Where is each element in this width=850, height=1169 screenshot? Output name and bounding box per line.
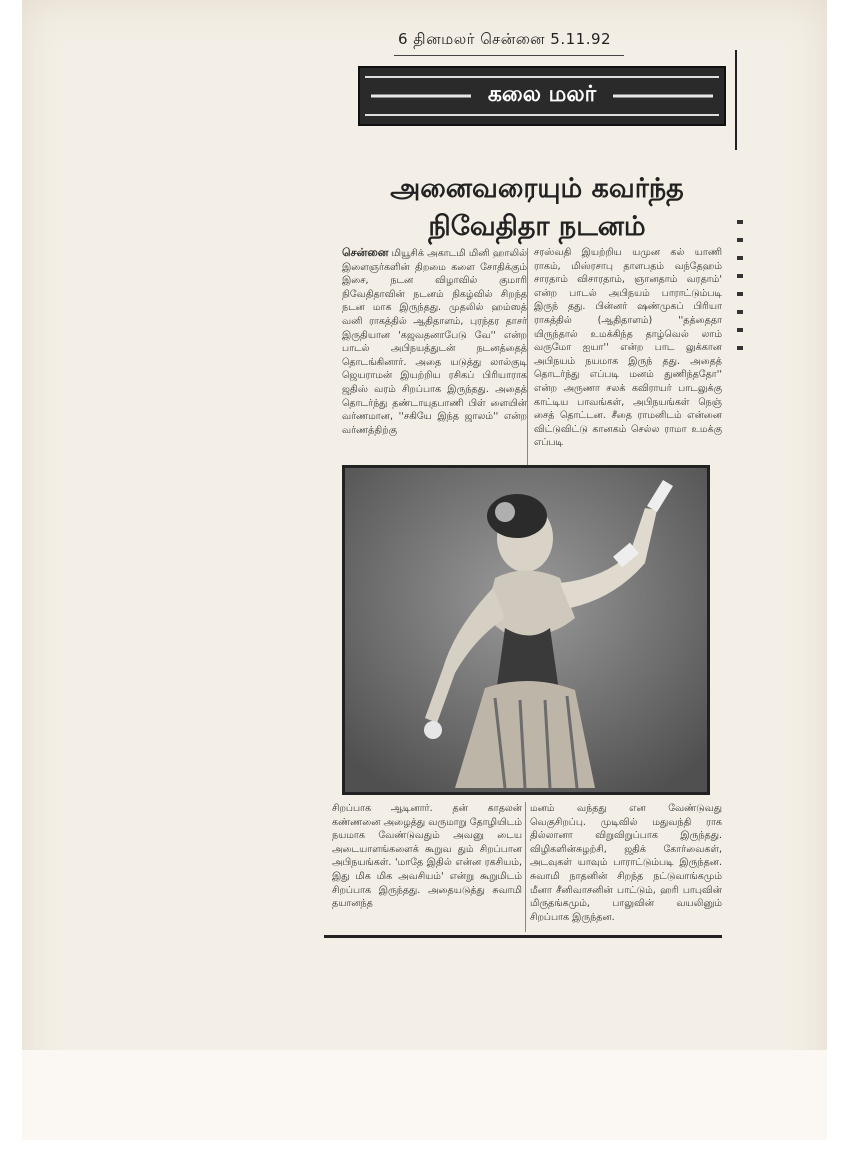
article-column-1: [342, 246, 527, 476]
bottom-rule: [324, 935, 722, 938]
article-column-3: சிறப்பாக ஆடினார். தன் காதலன் கண்ணனை அழைத்து வருமாறு தோழியிடம் நயமாக வேண்டுவதும் அவனு டைய அடையாளங்களைக் கூறுவ தும் சிறப்பான அபிநயங்கள். 'மாதே இதில் என்ன ரகசியம், இது மிக மிக அவசியம்' என்று கூறுமிடம் சிறப்பாக இருந்தது. அதையடுத்து சுவாமி தயானந்த: [332, 803, 522, 910]
article-column-4: மனம் வந்தது என வேண்டுவது வெகுசிறப்பு. முடிவில் மதுவந்தி ராக தில்லானா விறுவிறுப்பாக இருந்தது. விழிகளின்சுழற்சி, ஜதிக் கோர்வைகள், அடவுகள் யாவும் பாராட்டும்படி இருந்தன. சுவாமி நாதனின் சிறந்த நட்டுவாங்கமும் மீனா சீனிவாசனின் பாட்டும், ஹரி பாபுவின் மிருதங்கமும், பாலுவின் வயலினும் சிறப்பாக இருந்தன.: [530, 803, 722, 923]
section-banner: [358, 66, 726, 126]
headline: [352, 170, 722, 246]
scan-margin: [22, 1050, 827, 1140]
banner-frame: [365, 76, 719, 116]
dateline-rule: [394, 55, 624, 56]
headline-line-2: நிவேதிதா நடனம்: [428, 211, 646, 242]
dateline: 6 தினமலர் சென்னை 5.11.92: [398, 30, 612, 48]
article-lead-word: சென்னை: [342, 246, 389, 259]
headline-line-1: அனைவரையும் கவர்ந்த: [390, 173, 684, 204]
column-divider-top: [527, 248, 528, 468]
article-column-1-text: மியூசிக் அகாடமி மினி ஹாலில் இளைஞர்களின் திறமை களை சோதிக்கும் இசை, நடன விழாவில் குமாரி நிவேதிதாவின் நடனம் நிகழ்வில் சிறந்த நடன மாக இருந்தது. முதலில் ஹம்ஸத் வனி ராகத்தில் ஆதிதாளம், புரந்தர தாசர் இருதியான 'கஜவதனாபேடு வே'' என்ற பாடல் அபிநயத்துடன் நடனத்தைத் தொடங்கினார். அதை யடுத்து லால்குடி ஜெயராமன் இயற்றிய ரசிகப் பிரியாராக ஜதிஸ் வரம் சிறப்பாக இருந்தது. அதைத் தொடர்ந்து தண்டாயுதபாணி பிள் ளையின் வர்ணமான, ''சகியே இந்த ஜாலம்'' என்ற வர்ணத்திற்கு: [342, 248, 527, 436]
banner-line-right: [613, 95, 713, 98]
section-title: கலை மலர்: [487, 82, 597, 107]
column-divider-bottom: [525, 802, 526, 932]
dancer-photo-icon: [345, 468, 707, 792]
newspaper-clipping: [322, 20, 742, 950]
adjacent-column-edge: [737, 220, 747, 420]
dancer-photo: [342, 465, 710, 795]
side-rule: [735, 50, 737, 150]
article-column-2: சரஸ்வதி இயற்றிய யமுன கல் யாணி ராகம், மிஸ்ரசாபு தாளபதம் வந்தேஹம் சாரதாம் விசாரதாம், ஞானதாம் வரதாம்' என்ற பாடல் அபிநயம் பாராட்டும்படி இருந் தது. பின்னர் ஷண்முகப் பிரியா ராகத்தில் (ஆதிதாளம்) ''தத்தைதா யிருந்தால் உமக்கிந்த தாழ்வெல் லாம் வருமோ ஐயா'' என்ற பாட லுக்கான அபிநயம் நயமாக இருந் தது. அதைத் தொடர்ந்து எப்படி மனம் துணிந்ததோ'' என்ற அருணா சலக் கவிராயர் பாடலுக்கு காட்டிய பாவங்கள், அபிநயங்கள் நெஞ் சைத் தொட்டன. சீதை ராமனிடம் என்னை விட்டுவிட்டு கானகம் செல்ல ராமா உமக்கு எப்படி: [534, 247, 722, 449]
